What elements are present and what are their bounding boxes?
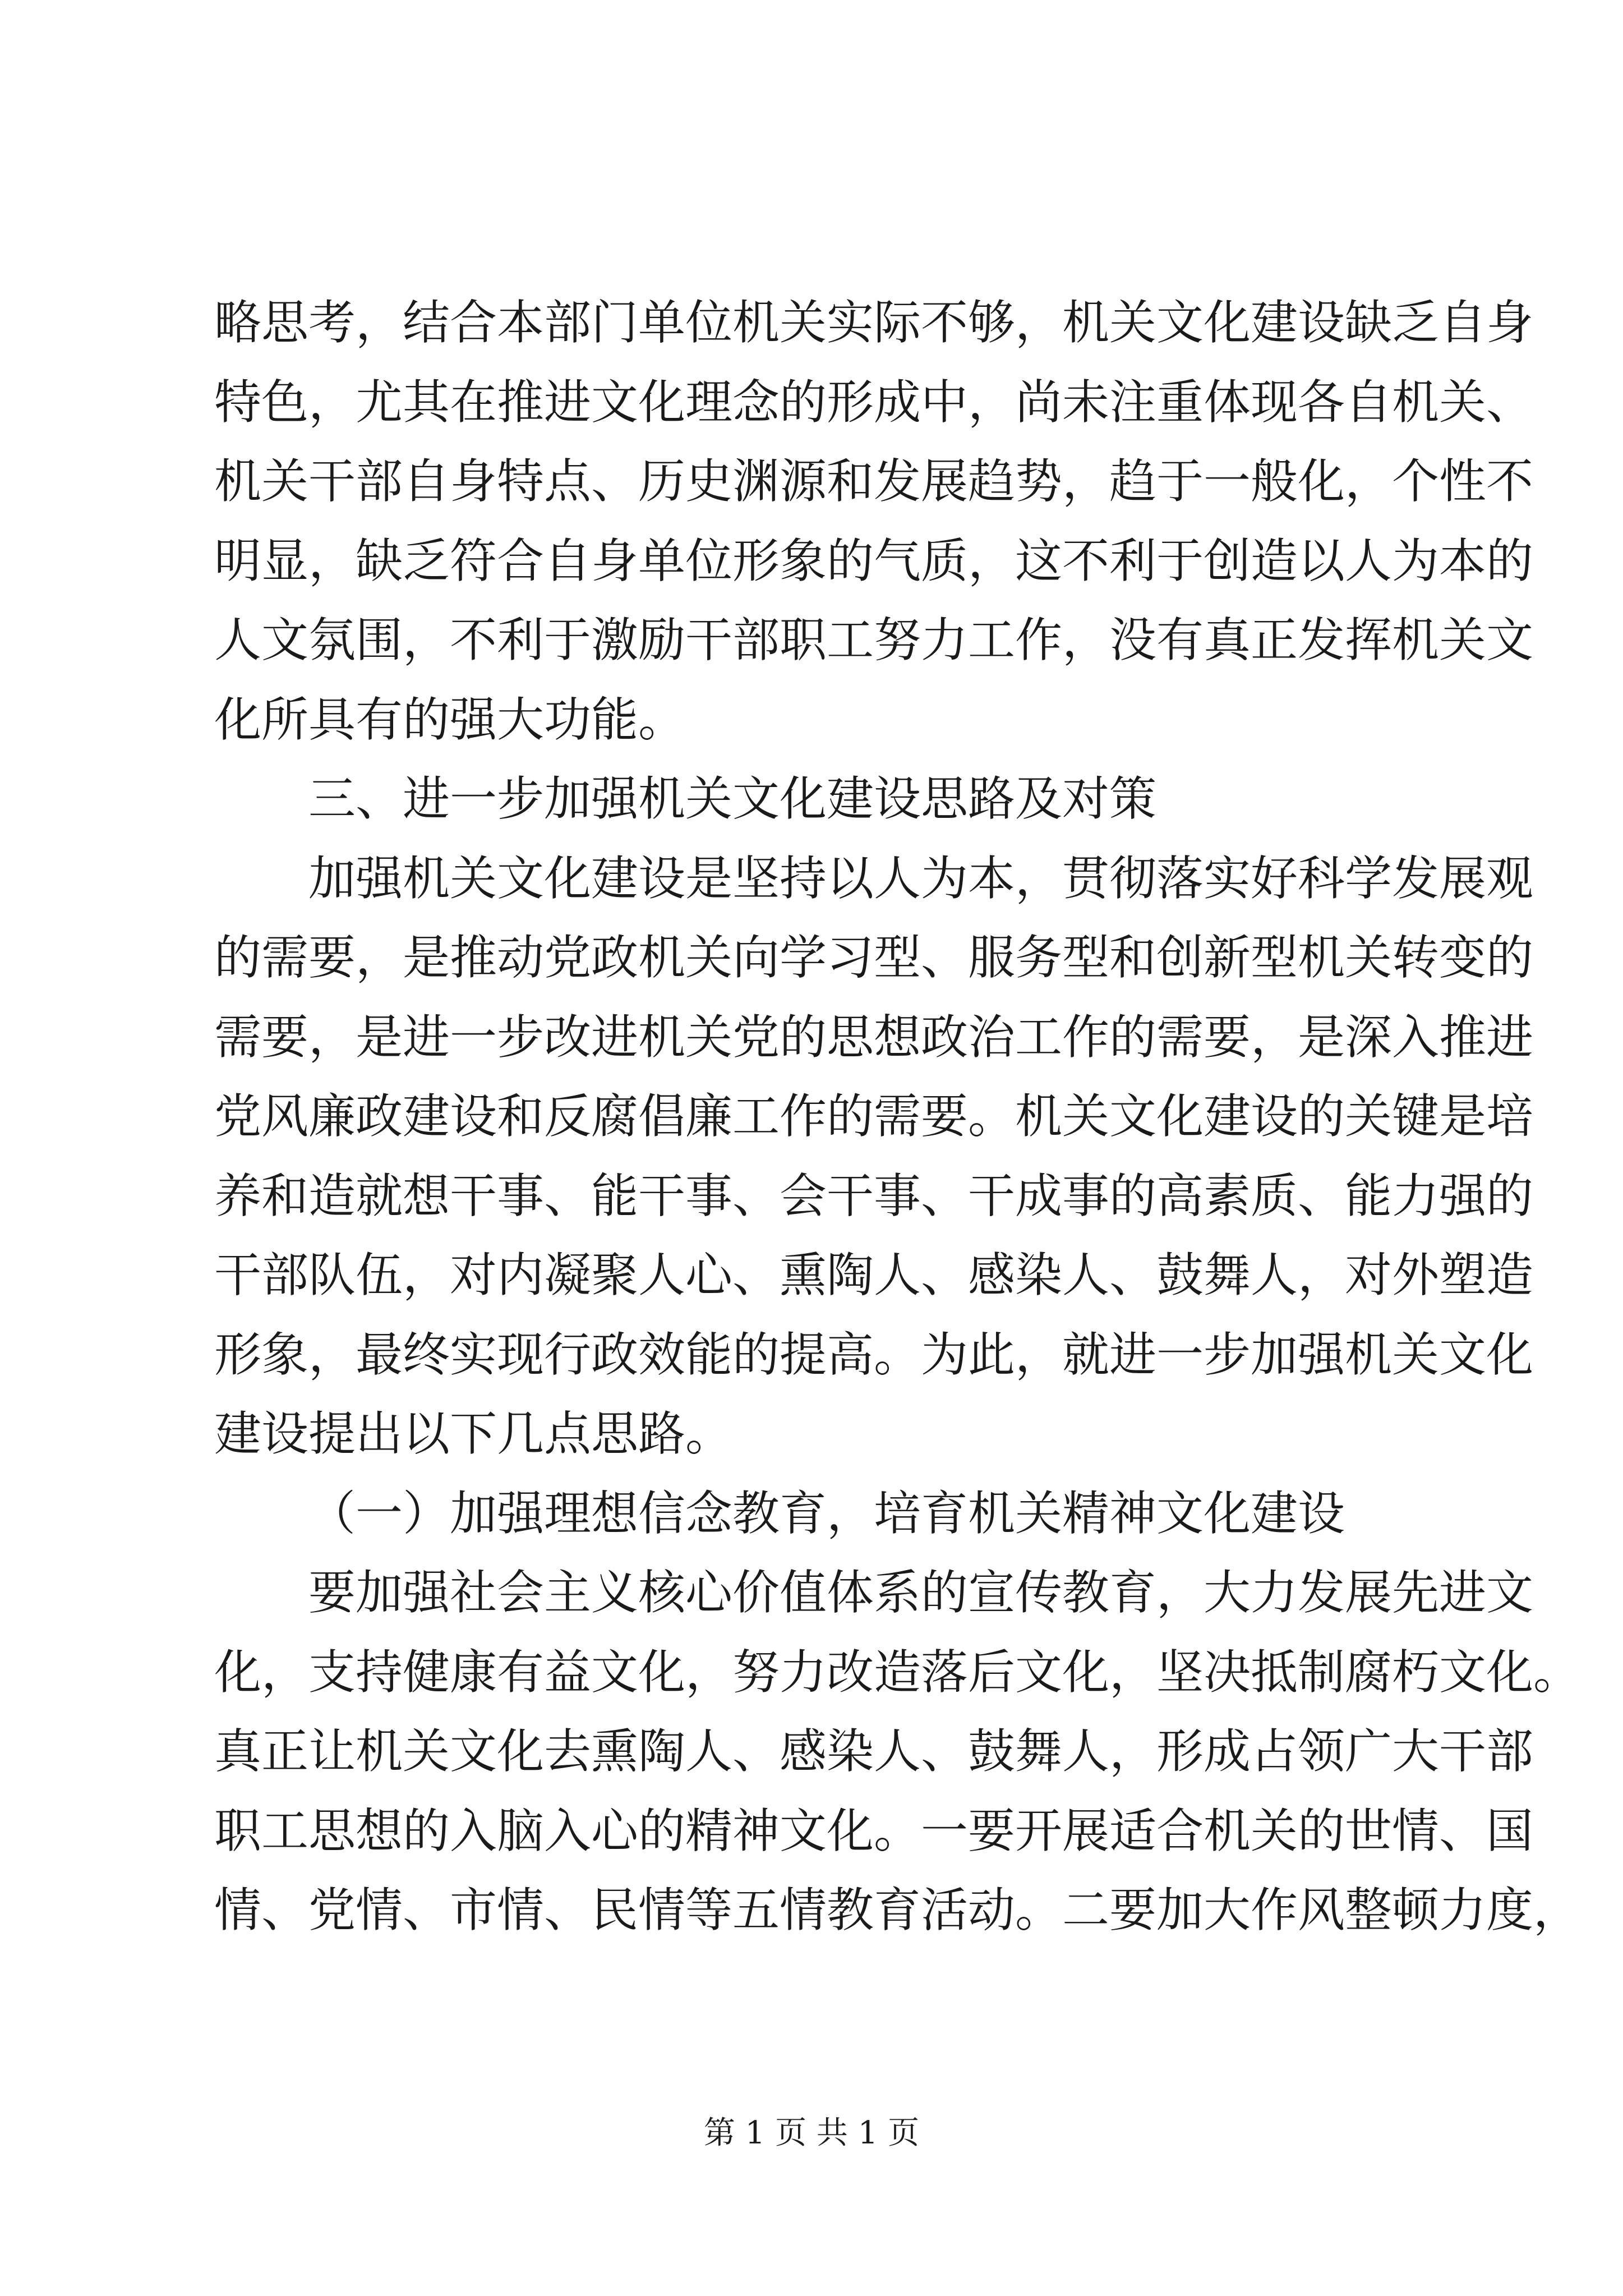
body-line: 形象，最终实现行政效能的提高。为此，就进一步加强机关文化	[214, 1327, 1534, 1382]
body-line: 要加强社会主义核心价值体系的宣传教育，大力发展先进文	[308, 1565, 1534, 1620]
body-line: 明显，缺乏符合自身单位形象的气质，这不利于创造以人为本的	[214, 533, 1534, 588]
body-line: 略思考，结合本部门单位机关实际不够，机关文化建设缺乏自身	[214, 295, 1534, 350]
body-line: 化所具有的强大功能。	[214, 692, 686, 747]
body-line: 情、党情、市情、民情等五情教育活动。二要加大作风整顿力度，	[214, 1883, 1581, 1938]
body-line: 需要，是进一步改进机关党的思想政治工作的需要，是深入推进	[214, 1009, 1534, 1065]
body-line: 的需要，是推动党政机关向学习型、服务型和创新型机关转变的	[214, 930, 1534, 985]
body-line: 加强机关文化建设是坚持以人为本，贯彻落实好科学发展观	[308, 850, 1534, 906]
body-line: 党风廉政建设和反腐倡廉工作的需要。机关文化建设的关键是培	[214, 1089, 1534, 1144]
body-line: 化，支持健康有益文化，努力改造落后文化，坚决抵制腐朽文化。	[214, 1644, 1581, 1700]
document-body	[214, 283, 1581, 1950]
subsection-heading: （一）加强理想信念教育，培育机关精神文化建设	[308, 1485, 1345, 1541]
body-line: 人文氛围，不利于激励干部职工努力工作，没有真正发挥机关文	[214, 613, 1534, 668]
body-line: 建设提出以下几点思路。	[214, 1406, 733, 1461]
body-line: 职工思想的入脑入心的精神文化。一要开展适合机关的世情、国	[214, 1803, 1534, 1858]
body-line: 养和造就想干事、能干事、会干事、干成事的高素质、能力强的	[214, 1168, 1534, 1223]
body-line: 机关干部自身特点、历史渊源和发展趋势，趋于一般化，个性不	[214, 454, 1534, 509]
page-footer: 第 1 页 共 1 页	[703, 2115, 920, 2151]
section-heading: 三、进一步加强机关文化建设思路及对策	[308, 771, 1157, 826]
body-line: 真正让机关文化去熏陶人、感染人、鼓舞人，形成占领广大干部	[214, 1724, 1534, 1779]
body-line: 干部队伍，对内凝聚人心、熏陶人、感染人、鼓舞人，对外塑造	[214, 1248, 1534, 1303]
body-line: 特色，尤其在推进文化理念的形成中，尚未注重体现各自机关、	[214, 374, 1534, 430]
